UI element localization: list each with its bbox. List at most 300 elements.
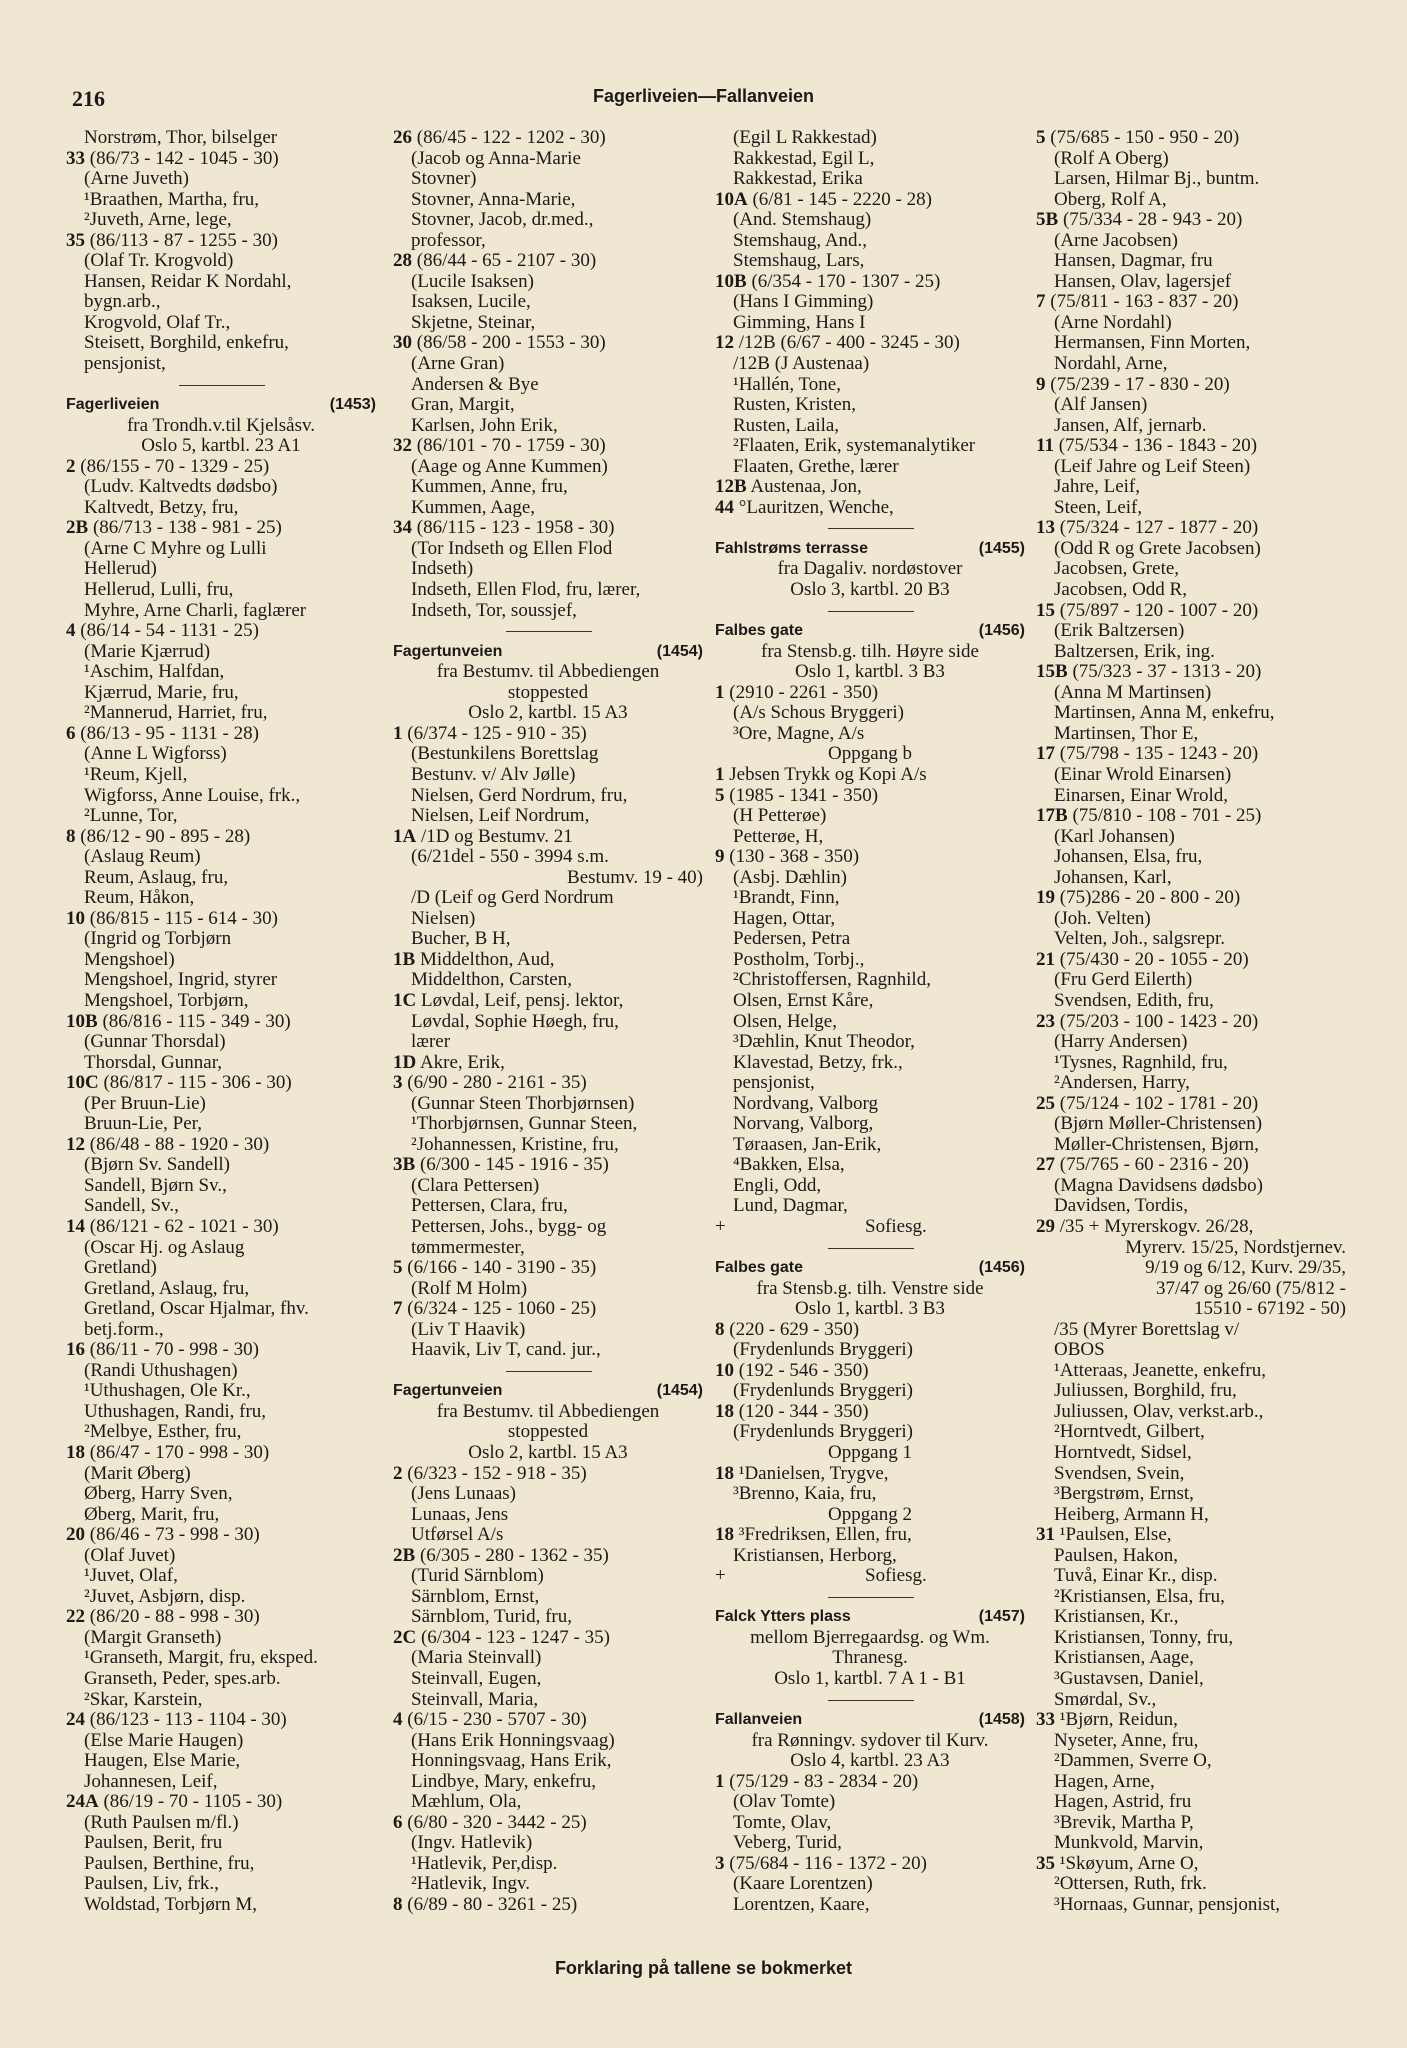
resident-line [66, 190, 386, 211]
entry-text: (Liv T Haavik) [411, 1318, 526, 1340]
entry-text: Hagen, Ottar, [733, 907, 836, 929]
house-number: 9 [1036, 373, 1046, 395]
entry-text: (Kaare Lorentzen) [733, 1873, 873, 1895]
cross-street-name: Sofiesg. [865, 1565, 927, 1587]
entry-text: Juliussen, Borghild, fru, [1054, 1380, 1237, 1402]
resident-line [1036, 1566, 1356, 1587]
address-entry [393, 1813, 713, 1834]
entry-text: ³Fredriksen, Ellen, fru, [738, 1524, 912, 1546]
house-number: 18 [66, 1442, 85, 1463]
entry-text: Einarsen, Einar Wrold, [1054, 784, 1229, 806]
entry-text: Kristiansen, Tonny, fru, [1054, 1626, 1234, 1648]
address-entry [1036, 950, 1356, 971]
entry-text: (Odd R og Grete Jacobsen) [1054, 537, 1261, 559]
entry-text: Stemshaug, And., [733, 229, 868, 251]
entry-text: (86/113 - 87 - 1255 - 30) [89, 229, 278, 251]
entry-text: Flaaten, Grethe, lærer [733, 455, 899, 477]
address-entry [66, 1443, 386, 1464]
address-entry [1036, 436, 1356, 457]
resident-line [1036, 1320, 1356, 1341]
entry-text: Olsen, Ernst Kåre, [733, 989, 874, 1011]
house-number: 8 [393, 1894, 403, 1916]
entry-text: ¹Uthushagen, Ole Kr., [84, 1380, 251, 1402]
resident-line [66, 169, 386, 190]
resident-line [715, 909, 1035, 930]
resident-line [393, 929, 713, 950]
entry-text: (Oscar Hj. og Aslaug [84, 1236, 245, 1258]
entry-text: (220 - 629 - 350) [729, 1318, 860, 1340]
entry-text: Kummen, Aage, [411, 496, 536, 518]
entry-text: Oppgang 1 [828, 1442, 912, 1463]
resident-line [393, 1340, 713, 1361]
resident-line [1036, 1381, 1356, 1402]
entry-text: Granseth, Peder, spes.arb. [84, 1668, 281, 1690]
address-entry [1036, 806, 1356, 827]
entry-text: (6/354 - 170 - 1307 - 25) [751, 270, 941, 292]
street-code: (1455) [978, 539, 1025, 557]
resident-line [393, 1279, 713, 1300]
resident-line [66, 1196, 386, 1217]
resident-line [1036, 1751, 1356, 1772]
house-number: 31 [1036, 1524, 1055, 1546]
address-entry [1036, 888, 1356, 909]
entry-text: (Bjørn Møller-Christensen) [1054, 1113, 1263, 1135]
resident-line [393, 231, 713, 252]
entry-text: Kristiansen, Aage, [1054, 1647, 1194, 1669]
resident-line [393, 1874, 713, 1895]
resident-line [715, 950, 1035, 971]
entry-text: professor, [411, 229, 486, 251]
house-number: 1 [715, 763, 725, 785]
resident-line [1036, 765, 1356, 786]
entry-text: (75/239 - 17 - 830 - 20) [1050, 373, 1230, 395]
entry-text: OBOS [1054, 1339, 1105, 1361]
entry-text: (Olav Tomte) [733, 1791, 836, 1813]
running-head: Fagerliveien—Fallanveien [592, 86, 815, 106]
page-number: 216 [72, 86, 105, 111]
house-number: 11 [1036, 435, 1054, 457]
entry-text: /1D og Bestumv. 21 [420, 825, 573, 847]
street-code: (1457) [978, 1608, 1025, 1626]
resident-line [66, 1751, 386, 1772]
house-number: 22 [66, 1606, 85, 1628]
resident-line [1036, 1587, 1356, 1608]
resident-line [393, 1505, 713, 1526]
house-number: 16 [66, 1339, 85, 1361]
resident-line [66, 251, 386, 272]
entry-text: ¹Paulsen, Else, [1059, 1524, 1172, 1546]
entry-text: (6/374 - 125 - 910 - 35) [407, 722, 587, 744]
address-entry [1036, 1155, 1356, 1176]
resident-line [1036, 333, 1356, 354]
resident-line [715, 251, 1035, 272]
entry-text: /35 + Myrerskogv. 26/28, [1059, 1215, 1254, 1237]
resident-line [1036, 1874, 1356, 1895]
resident-line [715, 703, 1035, 724]
entry-text: ³Brenno, Kaia, fru, [733, 1483, 877, 1505]
entry-text: Pettersen, Clara, fru, [411, 1195, 568, 1217]
address-entry [1036, 744, 1356, 765]
resident-line [66, 1053, 386, 1074]
section-divider [715, 1587, 1025, 1608]
resident-line [66, 1648, 386, 1669]
address-entry [715, 1402, 1035, 1423]
column-2 [393, 128, 713, 1916]
entry-text: Steinvall, Eugen, [411, 1668, 542, 1690]
resident-line [66, 1833, 386, 1854]
entry-text: Gretland) [84, 1257, 157, 1279]
entry-text: (86/13 - 95 - 1131 - 28) [80, 722, 259, 744]
resident-line [715, 313, 1035, 334]
resident-line [66, 477, 386, 498]
resident-line [393, 1238, 713, 1259]
house-number: 12 [66, 1133, 85, 1155]
entry-text: (Erik Baltzersen) [1054, 620, 1185, 642]
house-number: 17B [1036, 805, 1068, 827]
entry-text: (86/73 - 142 - 1045 - 30) [89, 147, 279, 169]
resident-line [1036, 1443, 1356, 1464]
resident-line [1036, 1772, 1356, 1793]
entry-text: Lunaas, Jens [411, 1503, 509, 1525]
entry-text: (75/684 - 116 - 1372 - 20) [729, 1852, 927, 1874]
house-number: 4 [393, 1709, 403, 1731]
resident-line [393, 1484, 713, 1505]
resident-line [66, 128, 386, 149]
entry-text: (Alf Jansen) [1054, 394, 1148, 416]
resident-line [393, 1587, 713, 1608]
entry-text: ¹Brandt, Finn, [733, 887, 840, 909]
resident-line [66, 539, 386, 560]
street-name: Fagertunveien [393, 642, 503, 660]
house-number: 20 [66, 1524, 85, 1546]
entry-text: ¹Hatlevik, Per,disp. [411, 1852, 558, 1874]
entry-text: Woldstad, Torbjørn M, [84, 1894, 258, 1916]
resident-line [1036, 457, 1356, 478]
entry-text: ¹Danielsen, Trygve, [738, 1462, 889, 1484]
entry-text: Middelthon, Aud, [419, 948, 555, 970]
address-entry [1036, 1094, 1356, 1115]
house-number: 13 [1036, 517, 1055, 539]
resident-line [1036, 683, 1356, 704]
entry-text: (Bjørn Sv. Sandell) [84, 1154, 231, 1176]
resident-line [1036, 1422, 1356, 1443]
resident-line [715, 436, 1035, 457]
entry-text: ¹Reum, Kjell, [84, 763, 188, 785]
resident-line [393, 190, 713, 211]
entry-text: Nielsen, Leif Nordrum, [411, 805, 590, 827]
entry-text: Postholm, Torbj., [733, 948, 865, 970]
address-entry [715, 683, 1035, 704]
entry-text: 15510 - 67192 - 50) [1194, 1298, 1346, 1320]
entry-text: Rakkestad, Erika [733, 168, 863, 190]
house-number: 32 [393, 435, 412, 457]
entry-text: Steinvall, Maria, [411, 1688, 539, 1710]
entry-text: Nielsen) [411, 907, 476, 929]
house-number: 24 [66, 1709, 85, 1731]
entry-text: (Anna M Martinsen) [1054, 681, 1212, 703]
entry-text: ²Juveth, Arne, lege, [84, 209, 232, 231]
address-entry [393, 1628, 713, 1649]
entry-text: Hansen, Reidar K Nordahl, [84, 270, 292, 292]
entry-text: Lindbye, Mary, enkefru, [411, 1770, 597, 1792]
entry-text: ²Mannerud, Harriet, fru, [84, 702, 268, 724]
entry-text: Martinsen, Anna M, enkefru, [1054, 702, 1275, 724]
resident-line [66, 1731, 386, 1752]
entry-text: (86/14 - 54 - 1131 - 25) [80, 620, 259, 642]
resident-line [715, 128, 1035, 149]
street-heading [66, 395, 376, 416]
entry-text: Svendsen, Edith, fru, [1054, 989, 1214, 1011]
entry-text: Myrerv. 15/25, Nordstjernev. [1125, 1236, 1346, 1258]
entry-text: betj.form., [84, 1318, 164, 1340]
entry-text: (86/123 - 113 - 1104 - 30) [89, 1709, 287, 1731]
address-entry [1036, 1217, 1356, 1238]
resident-line [1036, 724, 1356, 745]
entry-text: (Margit Granseth) [84, 1626, 222, 1648]
entry-text: Särnblom, Turid, fru, [411, 1606, 572, 1628]
address-entry [66, 909, 386, 930]
entry-text: (Anne L Wigforss) [84, 743, 227, 765]
street-heading [715, 1258, 1025, 1279]
resident-line [1036, 1628, 1356, 1649]
address-entry [393, 724, 713, 745]
address-entry [66, 149, 386, 170]
resident-line [1036, 580, 1356, 601]
resident-line [66, 1690, 386, 1711]
resident-line [715, 1176, 1035, 1197]
entry-text: (86/12 - 90 - 895 - 28) [80, 825, 251, 847]
address-entry [1036, 518, 1356, 539]
resident-line [715, 1484, 1035, 1505]
cross-street [715, 1566, 1035, 1587]
entry-text: (Marit Øberg) [84, 1462, 191, 1484]
street-info [393, 868, 703, 889]
house-number: 29 [1036, 1215, 1055, 1237]
entry-text: Oslo 2, kartbl. 15 A3 [468, 1442, 628, 1463]
resident-line [393, 1690, 713, 1711]
entry-text: (Turid Särnblom) [411, 1565, 544, 1587]
resident-line [66, 847, 386, 868]
entry-text: (H Petterøe) [733, 805, 827, 827]
address-entry [66, 518, 386, 539]
entry-text: Norstrøm, Thor, bilselger [84, 127, 278, 148]
entry-text: Lorentzen, Kaare, [733, 1894, 870, 1916]
entry-text: ²Flaaten, Erik, systemanalytiker [733, 435, 976, 457]
entry-text: Middelthon, Carsten, [411, 969, 572, 991]
section-divider [393, 1361, 703, 1382]
resident-line [393, 1525, 713, 1546]
house-number: 6 [393, 1811, 403, 1833]
resident-line [66, 888, 386, 909]
address-entry [393, 991, 713, 1012]
house-number: 3 [393, 1072, 403, 1094]
resident-line [1036, 1607, 1356, 1628]
resident-line [1036, 1032, 1356, 1053]
entry-text: stoppested [507, 1421, 589, 1443]
entry-text: (Ingv. Hatlevik) [411, 1832, 533, 1854]
entry-text: Karlsen, John Erik, [411, 414, 558, 436]
entry-text: Davidsen, Tordis, [1054, 1195, 1188, 1217]
entry-text: Bestumv. 19 - 40) [567, 866, 703, 888]
house-number: 1 [715, 1770, 725, 1792]
address-entry [393, 333, 713, 354]
entry-text: Jebsen Trykk og Kopi A/s [729, 763, 927, 785]
address-entry [1036, 210, 1356, 231]
entry-text: (6/304 - 123 - 1247 - 35) [420, 1626, 610, 1648]
resident-line [1036, 1731, 1356, 1752]
entry-text: (Else Marie Haugen) [84, 1729, 244, 1751]
resident-line [393, 1135, 713, 1156]
resident-line [1036, 868, 1356, 889]
entry-text: (6/90 - 280 - 2161 - 35) [407, 1072, 587, 1094]
address-entry [715, 1772, 1035, 1793]
cross-street-name: Sofiesg. [865, 1215, 927, 1237]
street-info [393, 703, 703, 724]
resident-line [1036, 909, 1356, 930]
plus-icon: + [715, 1565, 726, 1587]
entry-text: (75/897 - 120 - 1007 - 20) [1059, 599, 1259, 621]
resident-line [1036, 1895, 1356, 1916]
resident-line [66, 1587, 386, 1608]
resident-line [1036, 498, 1356, 519]
resident-line [393, 1217, 713, 1238]
resident-line [393, 1094, 713, 1115]
resident-line [1036, 354, 1356, 375]
entry-text: Thranesg. [832, 1647, 908, 1669]
address-entry [1036, 1854, 1356, 1875]
entry-text: Johansen, Karl, [1054, 866, 1172, 888]
address-entry [66, 1607, 386, 1628]
resident-line [715, 929, 1035, 950]
resident-line [715, 354, 1035, 375]
entry-text: (75/323 - 37 - 1313 - 20) [1072, 661, 1262, 683]
address-entry [66, 724, 386, 745]
entry-text: Larsen, Hilmar Bj., buntm. [1054, 168, 1260, 190]
house-number: 10A [715, 188, 748, 210]
resident-line [1036, 1669, 1356, 1690]
resident-line [715, 169, 1035, 190]
cross-street [715, 1217, 1035, 1238]
entry-text: (6/323 - 152 - 918 - 35) [407, 1462, 587, 1484]
street-info [1036, 1299, 1346, 1320]
resident-line [66, 642, 386, 663]
resident-line [715, 1381, 1035, 1402]
entry-text: (Karl Johansen) [1054, 825, 1175, 847]
entry-text: (Gunnar Steen Thorbjørnsen) [411, 1092, 635, 1114]
resident-line [66, 333, 386, 354]
resident-line [66, 868, 386, 889]
house-number: 25 [1036, 1092, 1055, 1114]
entry-text: Kaltvedt, Betzy, fru, [84, 496, 239, 518]
address-entry [66, 1217, 386, 1238]
entry-text: ¹Atteraas, Jeanette, enkefru, [1054, 1359, 1266, 1381]
entry-text: Mæhlum, Ola, [411, 1791, 522, 1813]
street-info [393, 1402, 703, 1423]
resident-line [393, 786, 713, 807]
entry-text: (Rolf M Holm) [411, 1277, 528, 1299]
entry-text: (86/713 - 138 - 981 - 25) [92, 517, 282, 539]
street-name: Fahlstrøms terrasse [715, 539, 868, 557]
entry-text: (86/46 - 73 - 998 - 30) [89, 1524, 260, 1546]
entry-text: (86/101 - 70 - 1759 - 30) [416, 435, 606, 457]
entry-text: ¹Juvet, Olaf, [84, 1565, 178, 1587]
resident-line [715, 1833, 1035, 1854]
entry-text: Løvdal, Leif, pensj. lektor, [420, 989, 624, 1011]
entry-text: Jansen, Alf, jernarb. [1054, 414, 1207, 436]
house-number: 15B [1036, 661, 1068, 683]
entry-text: (Jens Lunaas) [411, 1483, 516, 1505]
address-entry [393, 827, 713, 848]
entry-text: (Aslaug Reum) [84, 846, 201, 868]
resident-line [66, 1895, 386, 1916]
entry-text: Hansen, Dagmar, fru [1054, 250, 1213, 272]
address-entry [715, 272, 1035, 293]
resident-line [66, 1813, 386, 1834]
entry-text: /12B (J Austenaa) [733, 353, 870, 375]
street-info [393, 1422, 703, 1443]
house-number: 2C [393, 1626, 417, 1648]
resident-line [1036, 1402, 1356, 1423]
address-entry [1036, 292, 1356, 313]
resident-line [1036, 1176, 1356, 1197]
address-entry [393, 251, 713, 272]
entry-text: Utførsel A/s [411, 1524, 504, 1546]
resident-line [393, 970, 713, 991]
entry-text: pensjonist, [733, 1072, 815, 1094]
entry-text: (Lucile Isaksen) [411, 270, 534, 292]
house-number: 10C [66, 1072, 99, 1094]
resident-line [393, 580, 713, 601]
address-entry [715, 1320, 1035, 1341]
entry-text: Nordahl, Arne, [1054, 353, 1168, 375]
address-entry [393, 128, 713, 149]
entry-text: (Tor Indseth og Ellen Flod [411, 537, 613, 559]
street-heading [715, 1710, 1025, 1731]
resident-line [66, 806, 386, 827]
entry-text: Krogvold, Olaf Tr., [84, 311, 231, 333]
entry-text: (6/21del - 550 - 3994 s.m. [411, 846, 609, 868]
address-entry [715, 765, 1035, 786]
resident-line [66, 1772, 386, 1793]
resident-line [66, 950, 386, 971]
entry-text: (Aage og Anne Kummen) [411, 455, 608, 477]
entry-text: (Joh. Velten) [1054, 907, 1151, 929]
address-entry [715, 333, 1035, 354]
house-number: 3 [715, 1852, 725, 1874]
entry-text: Skjetne, Steinar, [411, 311, 536, 333]
entry-text: ²Andersen, Harry, [1054, 1072, 1190, 1094]
street-name: Falbes gate [715, 622, 804, 640]
entry-text: (Magna Davidsens dødsbo) [1054, 1174, 1263, 1196]
resident-line [1036, 1690, 1356, 1711]
entry-text: Norvang, Valborg, [733, 1113, 874, 1135]
entry-text: Reum, Aslaug, fru, [84, 866, 229, 888]
entry-text: ²Hatlevik, Ingv. [411, 1873, 530, 1895]
entry-text: Oslo 1, kartbl. 3 B3 [795, 661, 945, 683]
resident-line [1036, 1792, 1356, 1813]
column-4 [1036, 128, 1356, 1916]
resident-line [1036, 703, 1356, 724]
entry-text: (And. Stemshaug) [733, 209, 872, 231]
entry-text: Løvdal, Sophie Høegh, fru, [411, 1010, 619, 1032]
house-number: 7 [393, 1298, 403, 1320]
resident-line [393, 477, 713, 498]
house-number: 15 [1036, 599, 1055, 621]
resident-line [715, 149, 1035, 170]
street-info [715, 580, 1025, 601]
entry-text: Thorsdal, Gunnar, [84, 1051, 223, 1073]
entry-text: Indseth) [411, 558, 474, 580]
